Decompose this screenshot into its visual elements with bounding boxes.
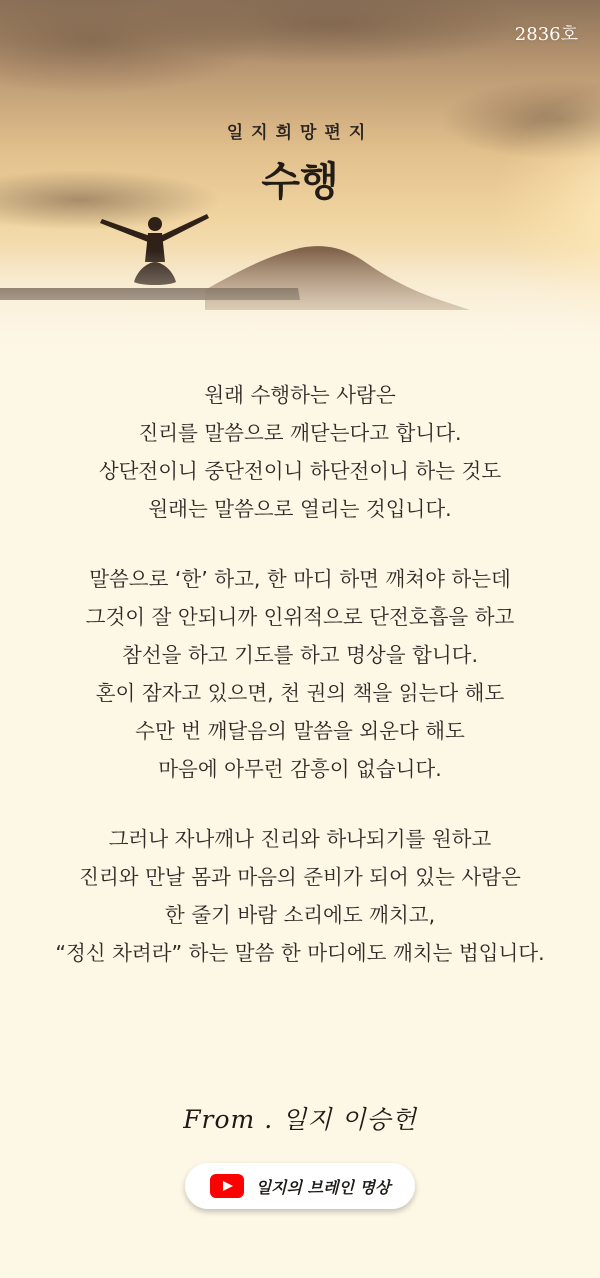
letter-title: 수행 [261,159,339,205]
text-line: 말씀으로 ‘한’ 하고, 한 마디 하면 깨쳐야 하는데 [89,567,511,591]
paragraph [0,820,600,972]
youtube-channel-label: 일지의 브레인 명상 [255,1177,391,1197]
series-title: 일지희망편지 [226,123,374,143]
text-line: 마음에 아무런 감흥이 없습니다. [158,757,442,781]
youtube-play-icon [210,1174,244,1198]
hero-banner [0,0,600,360]
text-line: 그것이 잘 안되니까 인위적으로 단전호흡을 하고 [85,605,515,629]
paragraph [0,376,600,528]
text-line: 혼이 잠자고 있으면, 천 권의 책을 읽는다 해도 [95,681,505,705]
text-line: 원래는 말씀으로 열리는 것입니다. [148,497,452,521]
text-line: “정신 차려라” 하는 말씀 한 마디에도 깨치는 법입니다. [55,941,545,965]
text-line: 진리와 만날 몸과 마음의 준비가 되어 있는 사람은 [79,865,521,889]
issue-number: 2836호 [514,24,578,45]
text-line: 원래 수행하는 사람은 [204,383,396,407]
author-signature: From . 일지 이승헌 [183,1105,417,1134]
text-line: 상단전이니 중단전이니 하단전이니 하는 것도 [98,459,502,483]
text-line: 그러나 자나깨나 진리와 하나되기를 원하고 [108,827,492,851]
youtube-channel-button[interactable] [185,1163,415,1209]
text-line: 참선을 하고 기도를 하고 명상을 합니다. [122,643,478,667]
text-line: 진리를 말씀으로 깨닫는다고 합니다. [138,421,462,445]
paragraph [0,560,600,788]
text-line: 한 줄기 바람 소리에도 깨치고, [164,903,436,927]
text-line: 수만 번 깨달음의 말씀을 외운다 해도 [135,719,465,743]
letter-body [0,376,600,1004]
